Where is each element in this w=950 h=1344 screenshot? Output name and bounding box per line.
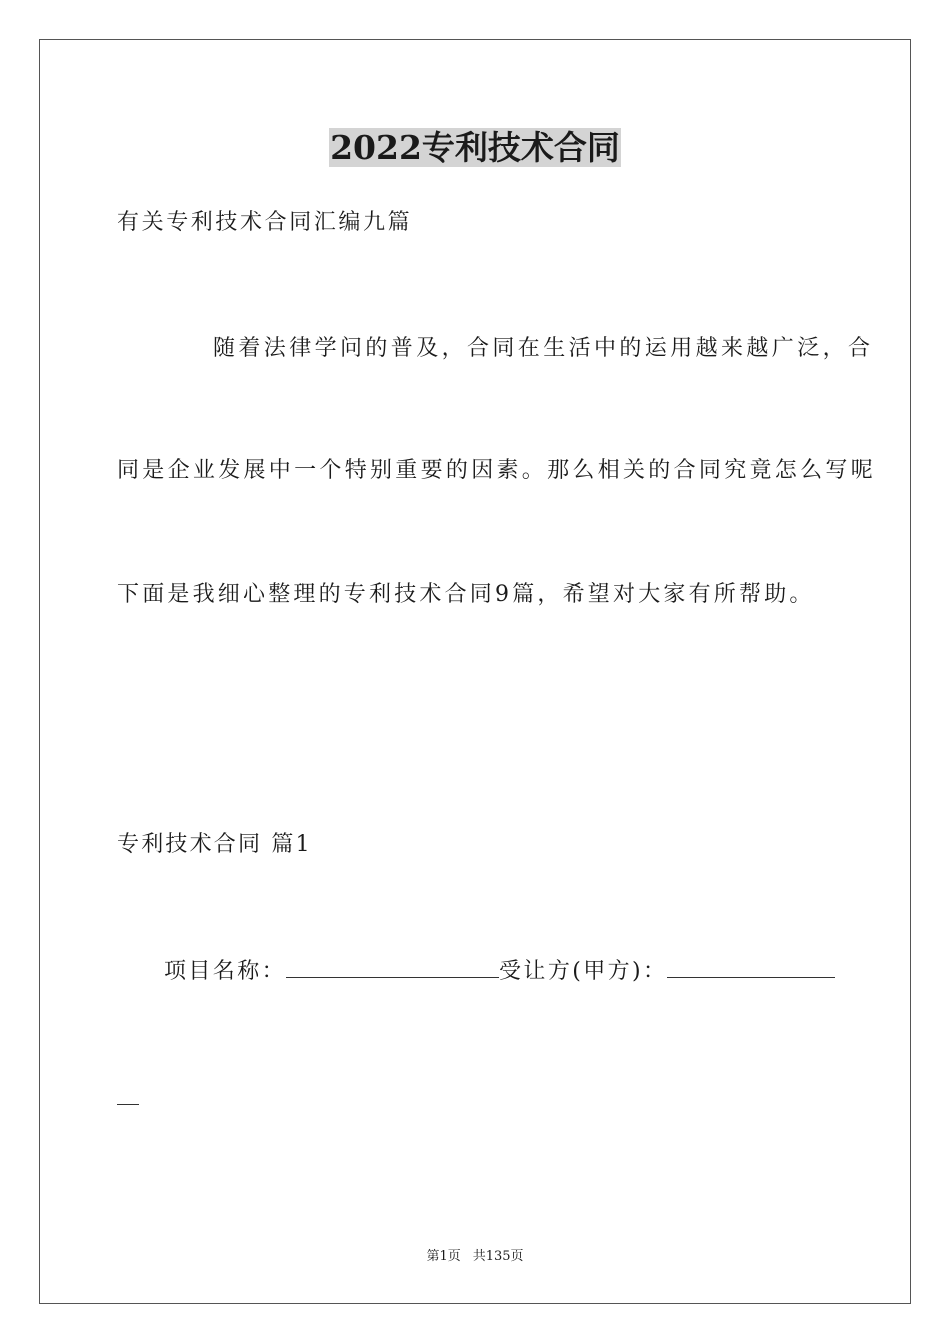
assignee-blank (667, 955, 835, 978)
intro-paragraph-line-3: 下面是我细心整理的专利技术合同9篇，希望对大家有所帮助。 (117, 582, 815, 607)
project-name-blank (286, 955, 499, 978)
assignee-label: 受让方(甲方)： (499, 959, 668, 984)
assignee-blank-continuation (117, 1104, 139, 1105)
section-heading: 专利技术合同 篇1 (117, 832, 312, 857)
page-number-total: 共135页 (472, 1249, 524, 1264)
page-footer (0, 1247, 950, 1267)
document-title (0, 124, 950, 172)
document-subtitle: 有关专利技术合同汇编九篇 (117, 210, 413, 235)
intro-paragraph-line-1: 随着法律学问的普及，合同在生活中的运用越来越广泛，合 (213, 336, 874, 361)
project-name-label: 项目名称： (164, 959, 287, 984)
form-row-project (164, 955, 835, 987)
document-title-text: 2022专利技术合同 (330, 128, 620, 167)
page-number-current: 第1页 (426, 1249, 461, 1264)
intro-paragraph-line-2: 同是企业发展中一个特别重要的因素。那么相关的合同究竟怎么写呢 (117, 458, 877, 483)
